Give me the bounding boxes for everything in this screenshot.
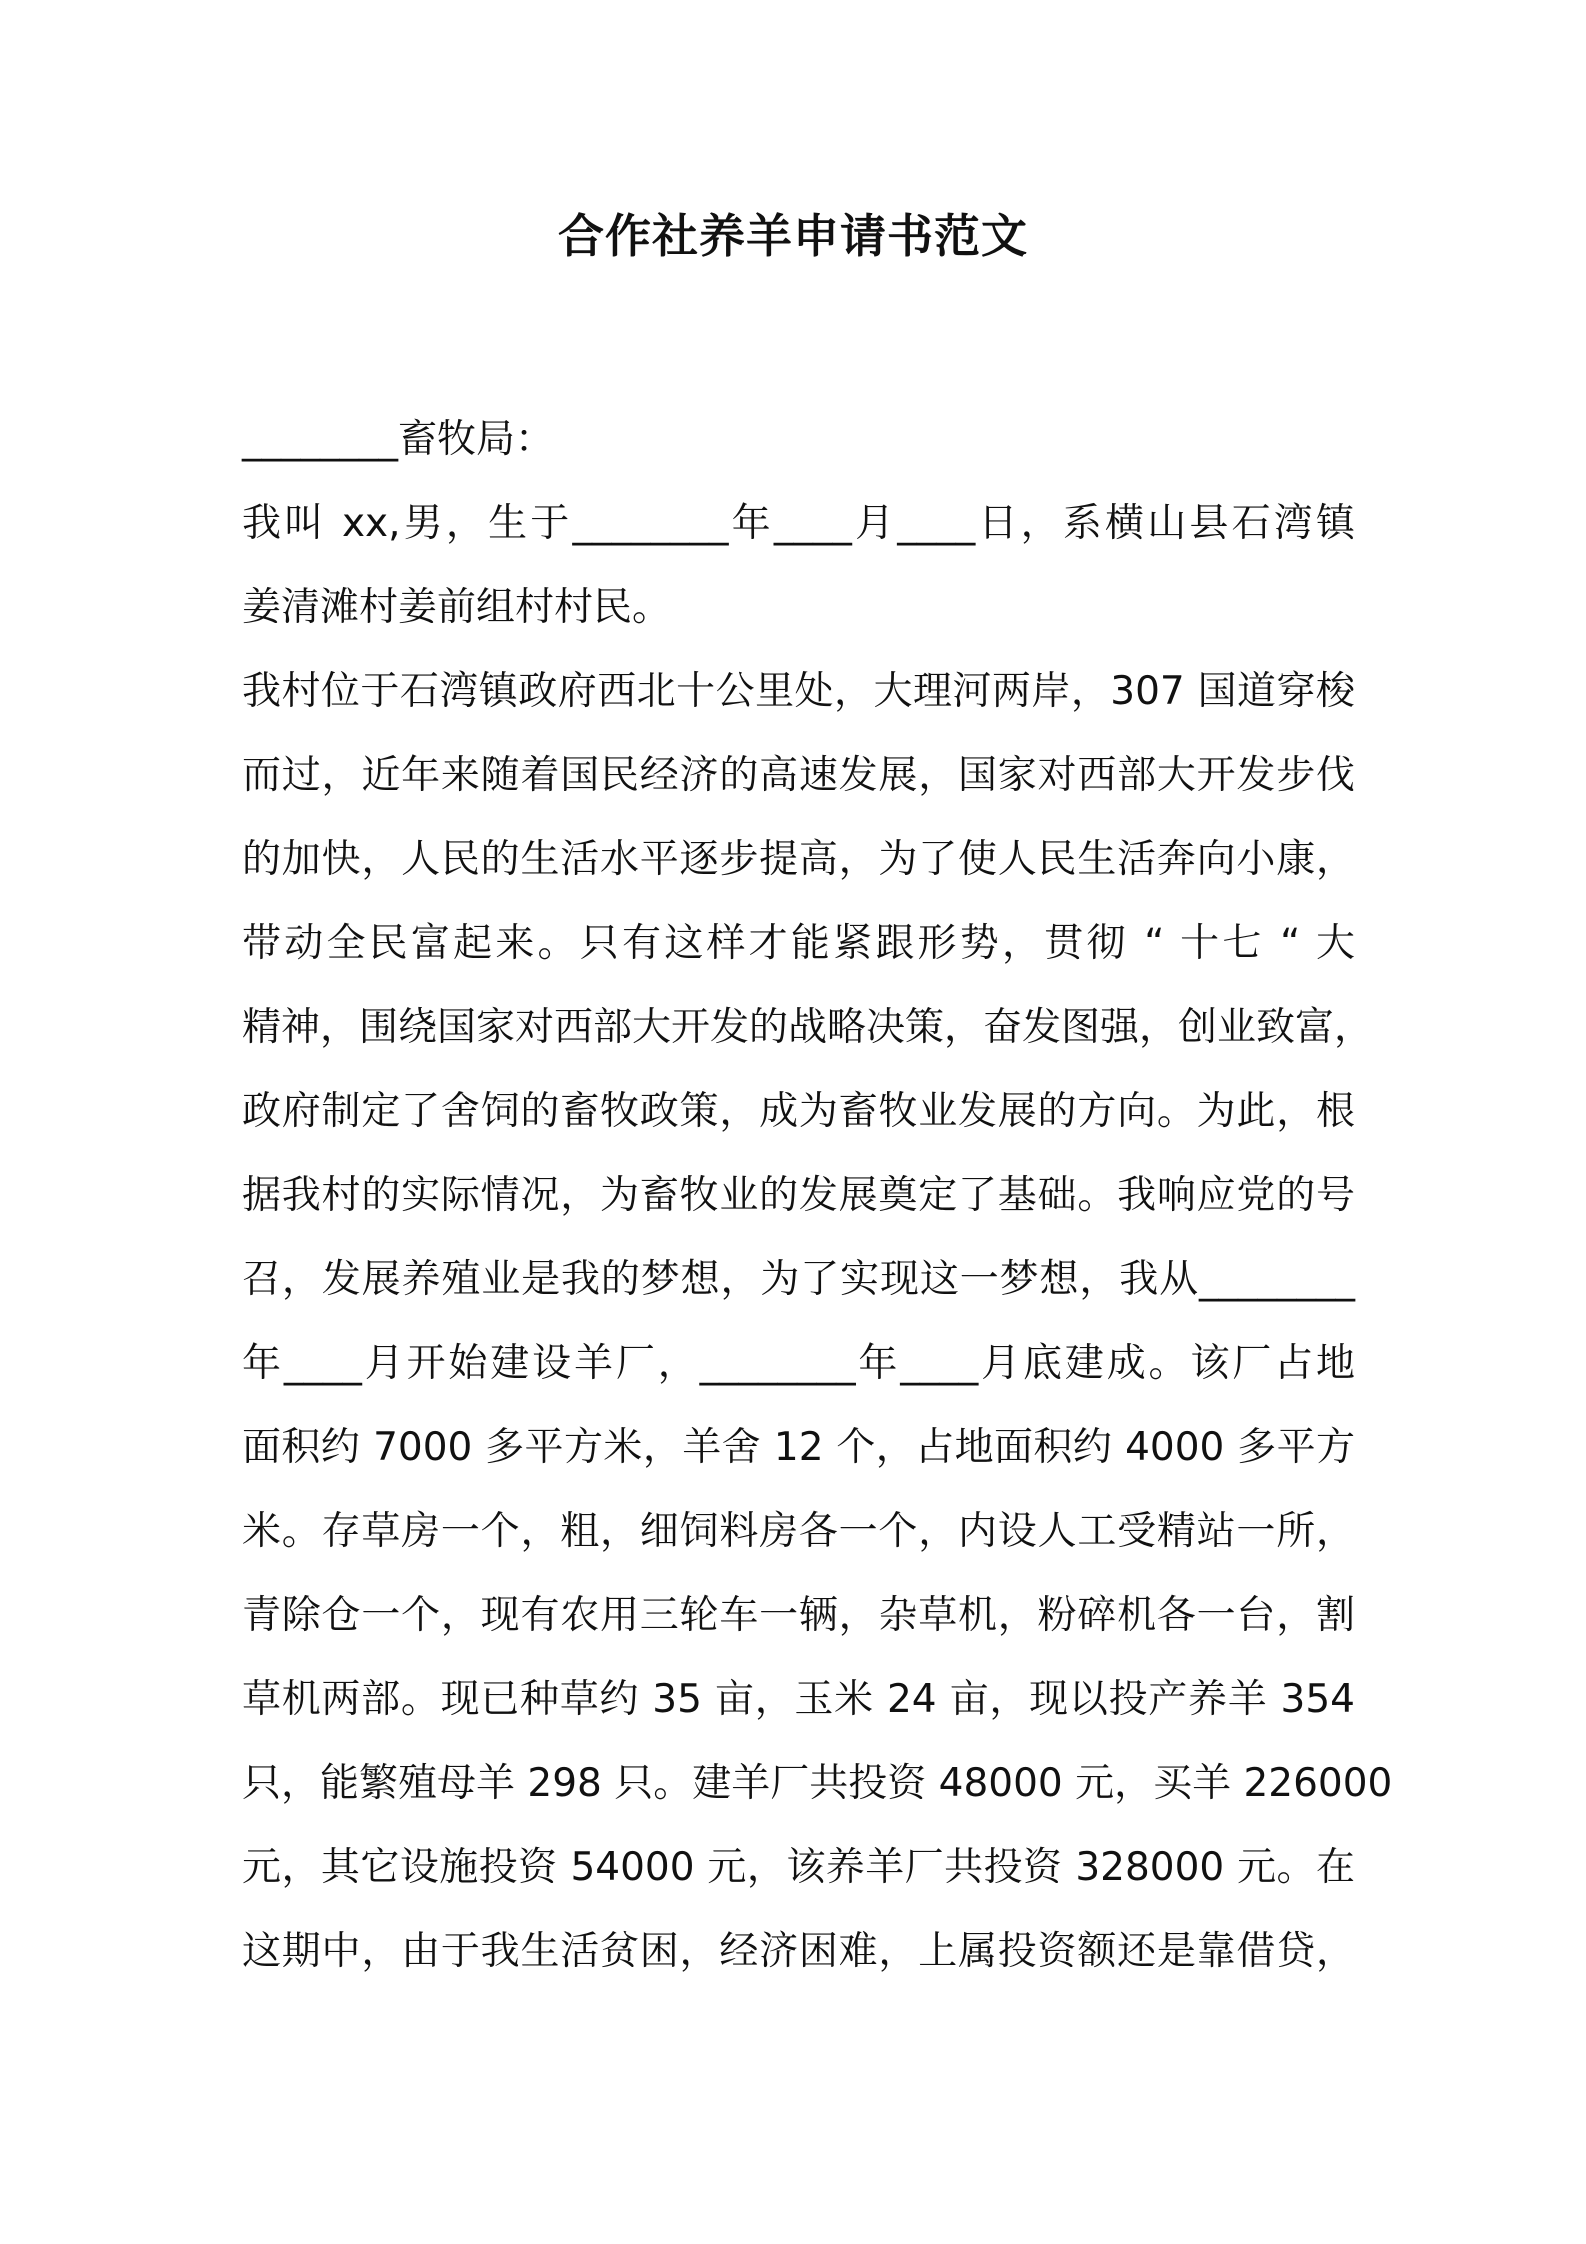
body-line: 召，发展养殖业是我的梦想，为了实现这一梦想，我从________ [242,1257,1355,1302]
body-line: 只，能繁殖母羊 298 只。建羊厂共投资 48000 元，买羊 226000 [242,1761,1393,1806]
document-title: 合作社养羊申请书范文 [558,209,1028,263]
body-line: 的加快，人民的生活水平逐步提高，为了使人民生活奔向小康， [242,837,1355,882]
body-line: 米。存草房一个，粗，细饲料房各一个，内设人工受精站一所， [242,1509,1355,1554]
body-line: 而过，近年来随着国民经济的高速发展，国家对西部大开发步伐 [242,753,1355,798]
body-line: 精神，围绕国家对西部大开发的战略决策，奋发图强，创业致富， [242,1005,1374,1050]
body-line: 青除仓一个，现有农用三轮车一辆，杂草机，粉碎机各一台，割 [242,1593,1355,1638]
body-line: 我叫 xx,男，生于________年____月____日，系横山县石湾镇 [242,501,1355,546]
body-line: 政府制定了舍饲的畜牧政策，成为畜牧业发展的方向。为此，根 [242,1089,1355,1134]
body-line: 面积约 7000 多平方米，羊舍 12 个，占地面积约 4000 多平方 [242,1425,1355,1470]
body-line: 我村位于石湾镇政府西北十公里处，大理河两岸，307 国道穿梭 [242,669,1355,714]
body-line: 元，其它设施投资 54000 元，该养羊厂共投资 328000 元。在 [242,1845,1355,1890]
body-line: 这期中，由于我生活贫困，经济困难，上属投资额还是靠借贷， [242,1929,1355,1974]
body-line: 带动全民富起来。只有这样才能紧跟形势，贯彻 “ 十七 “ 大 [242,921,1355,966]
body-line: 年____月开始建设羊厂，________年____月底建成。该厂占地 [242,1341,1355,1386]
salutation-line: ________畜牧局： [242,417,555,462]
body-line: 草机两部。现已种草约 35 亩，玉米 24 亩，现以投产养羊 354 [242,1677,1355,1722]
body-line: 姜清滩村姜前组村村民。 [242,585,672,630]
body-line: 据我村的实际情况，为畜牧业的发展奠定了基础。我响应党的号 [242,1173,1355,1218]
